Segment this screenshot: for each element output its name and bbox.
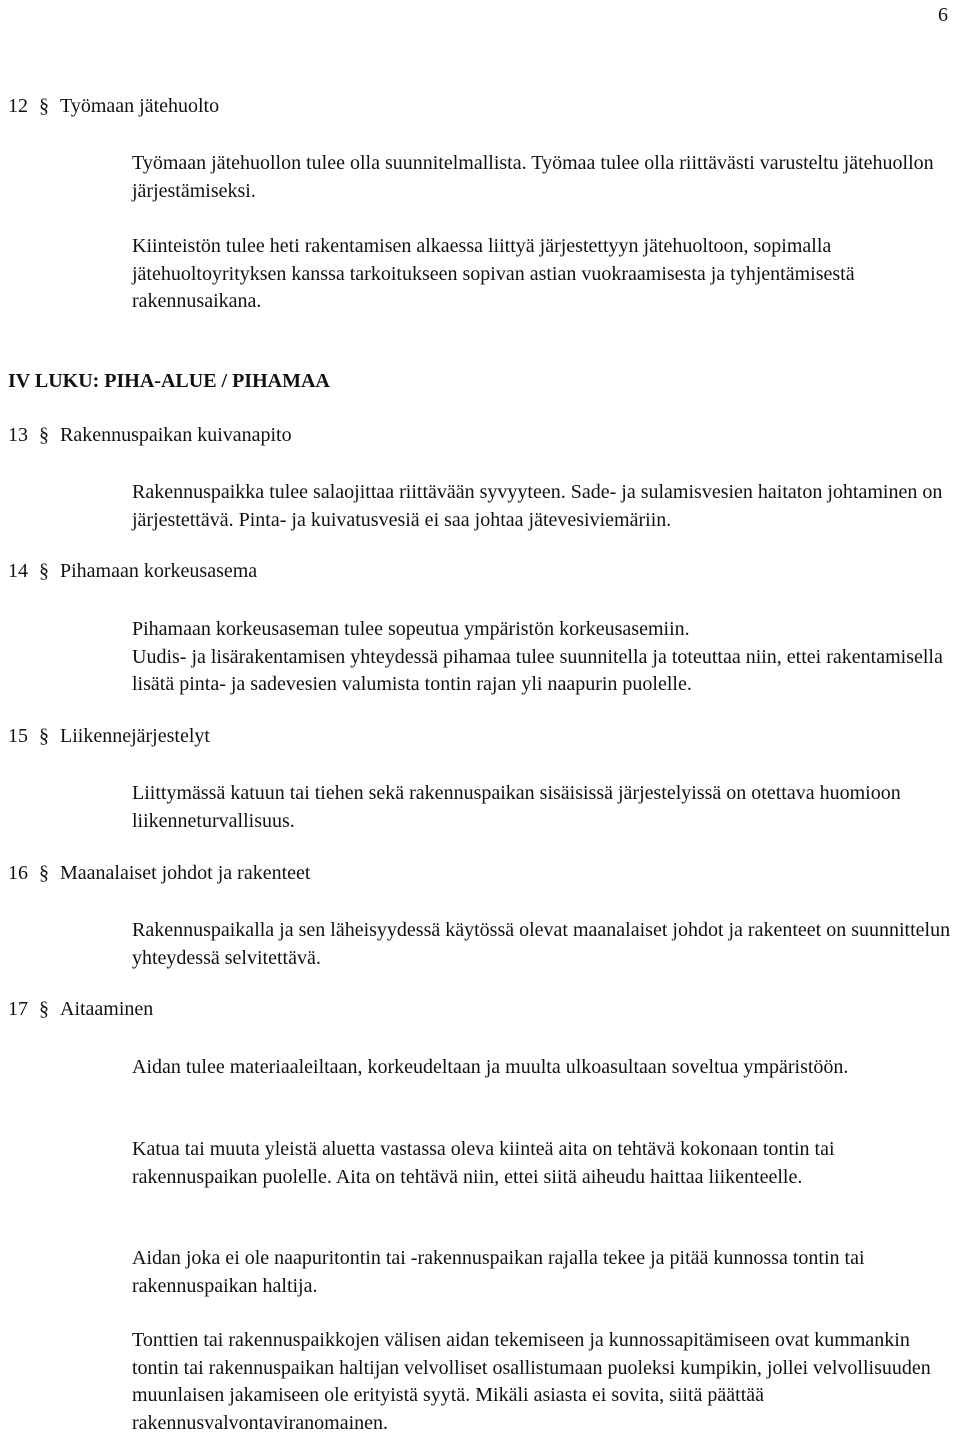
section-title: Maanalaiset johdot ja rakenteet [60, 862, 311, 884]
paragraph-16: Rakennuspaikalla ja sen läheisyydessä käytössä olevat maanalaiset johdot ja rakenteet on suunnittelun yhteydessä selvitettävä. [132, 919, 951, 969]
section-number: 15 [8, 725, 28, 747]
section-title: Aitaaminen [60, 998, 154, 1020]
section-number: 14 [8, 560, 28, 582]
section-heading-15 [8, 725, 210, 748]
chapter-heading: IV LUKU: PIHA-ALUE / PIHAMAA [8, 370, 330, 392]
section-sign-icon: § [39, 424, 49, 446]
section-heading-16 [8, 862, 310, 885]
section-sign-icon: § [39, 998, 49, 1020]
section-heading-13 [8, 424, 292, 447]
section-heading-12 [8, 95, 219, 118]
section-sign-icon: § [39, 725, 49, 747]
section-title: Liikennejärjestelyt [60, 725, 210, 747]
paragraph-13: Rakennuspaikka tulee salaojittaa riittävään syvyyteen. Sade- ja sulamisvesien haitaton johtaminen on järjestettävä. Pinta- ja kuivatusvesiä ei saa johtaa jätevesiviemäriin. [132, 481, 943, 531]
section-heading-14 [8, 560, 257, 583]
page-number: 6 [938, 4, 948, 26]
paragraph-17-1: Aidan tulee materiaaleiltaan, korkeudeltaan ja muulta ulkoasultaan soveltua ympäristöön. [132, 1056, 849, 1078]
paragraph-17-4: Tonttien tai rakennuspaikkojen välisen aidan tekemiseen ja kunnossapitämiseen ovat kummankin tontin tai rakennuspaikan haltijan velvolliset osallistumaan puoleksi kumpikin, jollei velvollisuuden muunlaisen jakamiseen ole erityistä syytä. Mikäli asiasta ei sovita, siitä päättää rakennusvalvontaviranomainen. [132, 1329, 931, 1434]
section-sign-icon: § [39, 862, 49, 884]
paragraph-17-3: Aidan joka ei ole naapuritontin tai -rakennuspaikan rajalla tekee ja pitää kunnossa tontin tai rakennuspaikan haltija. [132, 1247, 865, 1297]
section-number: 16 [8, 862, 28, 884]
section-number: 17 [8, 998, 28, 1020]
paragraph-12-2: Kiinteistön tulee heti rakentamisen alkaessa liittyä järjestettyyn jätehuoltoon, sopimalla jätehuoltoyrityksen kanssa tarkoitukseen sopivan astian vuokraamisesta ja tyhjentämisestä rakennusaikana. [132, 235, 855, 312]
paragraph-12-1: Työmaan jätehuollon tulee olla suunnitelmallista. Työmaa tulee olla riittävästi varusteltu jätehuollon järjestämiseksi. [132, 152, 934, 202]
section-sign-icon: § [39, 560, 49, 582]
section-sign-icon: § [39, 95, 49, 117]
section-heading-17 [8, 998, 153, 1021]
paragraph-17-2: Katua tai muuta yleistä aluetta vastassa oleva kiinteä aita on tehtävä kokonaan tontin tai rakennuspaikan puolelle. Aita on tehtävä niin, ettei siitä aiheudu haittaa liikenteelle. [132, 1138, 835, 1188]
section-title: Pihamaan korkeusasema [60, 560, 258, 582]
paragraph-15: Liittymässä katuun tai tiehen sekä rakennuspaikan sisäisissä järjestelyissä on otettava huomioon liikenneturvallisuus. [132, 782, 901, 832]
section-number: 12 [8, 95, 28, 117]
section-title: Rakennuspaikan kuivanapito [60, 424, 292, 446]
paragraph-14: Pihamaan korkeusaseman tulee sopeutua ympäristön korkeusasemiin. Uudis- ja lisärakentamisen yhteydessä pihamaa tulee suunnitella ja toteuttaa niin, ettei rakentamisella lisätä pinta- ja sadevesien valumista tontin rajan yli naapurin puolelle. [132, 618, 943, 695]
section-title: Työmaan jätehuolto [60, 95, 220, 117]
section-number: 13 [8, 424, 28, 446]
